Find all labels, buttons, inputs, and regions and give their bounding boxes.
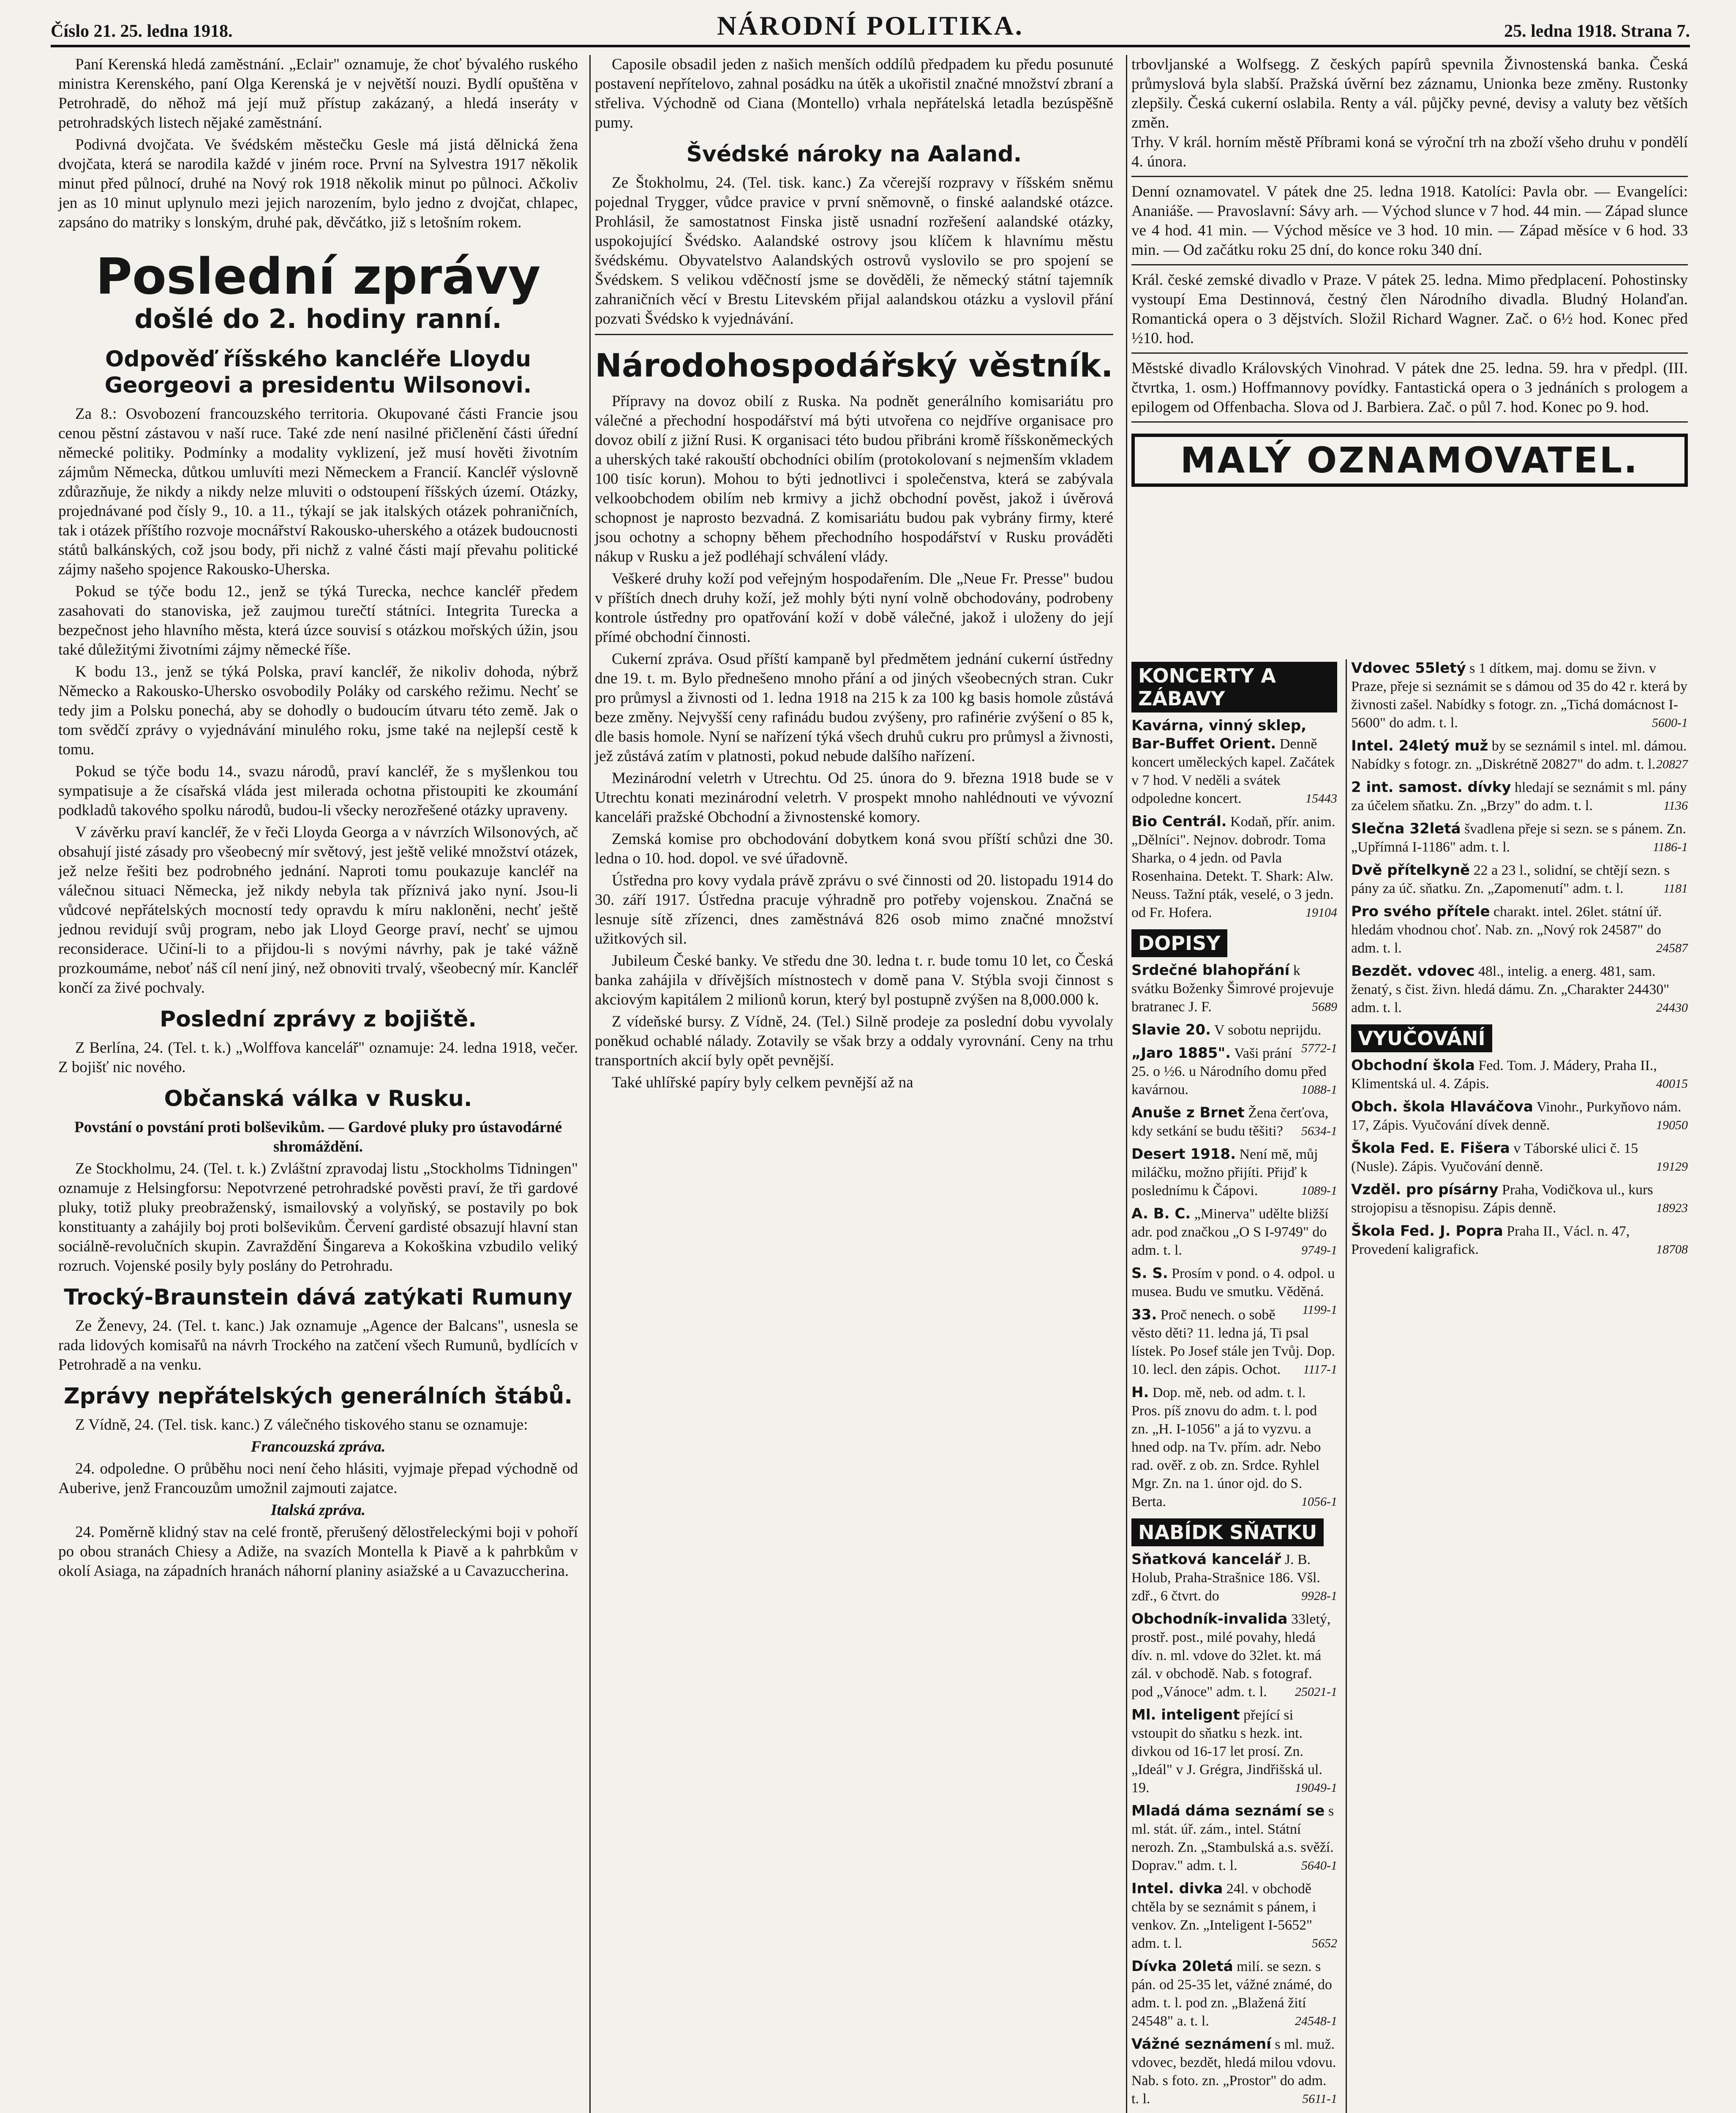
classified-ad: Intel. divka 24l. v obchodě chtěla by se seznámit s pánem, i venkov. Zn. „Inteligent I-5652" adm. t. l. 5652 (1131, 1880, 1337, 1951)
paragraph: Ze Stockholmu, 24. (Tel. t. k.) Zvláštní zpravodaj listu „Stockholms Tidningen" oznamuje z Helsingforsu: Nepotvrzené petrohradské pověsti praví, že tři gardové pluky, totiž pluky preobraženský, ismailovský a volyňský, se postavily po bok konstituanty a zahájily boj proti bolševikům. Červení gardisté obsazují hlavní stan sociálně-revolučních skupin. Zavraždění Šingareva a Kokoškina vzbudilo veliký rozruch. Vojenské posily byly poslány do Petrohradu. (58, 1160, 578, 1275)
paragraph: Z Berlína, 24. (Tel. t. k.) „Wolffova kancelář" oznamuje: 24. ledna 1918, večer. Z bojišť nic nového. (58, 1039, 578, 1076)
classified-ad: A. B. C. „Minerva" udělte bližší adr. pod značkou „O S I-9749" do adm. t. l. 9749-1 (1131, 1205, 1337, 1258)
ads-column-right (1346, 659, 1692, 2113)
classified-ad: Vdovec 55letý s 1 dítkem, maj. domu se živn. v Praze, přeje si seznámit se s dámou od 35 do 42 r. která by živnosti zašel. Nabídky s fotogr. zn. „Tichá domácnost I-5600" do adm. t. l. 5600-1 (1351, 660, 1688, 731)
classified-ad: Mladá dáma seznámí se s ml. stát. úř. zám., intel. Státní nerozh. Zn. „Stambulská a.s. svěží. Doprav." adm. t. l. 5640-1 (1131, 1802, 1337, 1873)
section-title-economy: Národohospodářský věstník. (595, 347, 1113, 384)
page-number: 25. ledna 1918. Strana 7. (1504, 22, 1690, 41)
column-3-top (1126, 55, 1692, 659)
classified-ad: Slavie 20. V sobotu neprijdu. 5772-1 (1131, 1021, 1337, 1055)
classified-ad: H. Dop. mě, neb. od adm. t. l. Pros. píš znovu do adm. t. l. pod zn. „H. I-1056" a já to vyzvu. a hned odp. na Tv. přím. adr. Nebo rad. ověř. z ob. zn. Srdce. Ryhlel Mgr. Zn. na 1. únor ojd. do S. Berta. 1056-1 (1131, 1384, 1337, 1510)
theatre-national (1131, 270, 1688, 354)
headline-aaland: Švédské nároky na Aaland. (686, 142, 1022, 167)
classified-ad: Bezdět. vdovec 48l., intelig. a energ. 481, sam. ženatý, s čist. živn. hledá dámu. Zn. „Charakter 24430" adm. t. l. 24430 (1351, 963, 1688, 1016)
section-title-latest-news: Poslední zprávy (95, 247, 541, 306)
paragraph: Městské divadlo Královských Vinohrad. V pátek dne 25. ledna. 59. hra v předpl. (III. čtvrtka, 1. osm.) Hoffmannovy povídky. Fantastická opera o 3 jednáních s prologem a epilogem od Offenbacha. Slova od J. Barbiera. Zač. o půl 7. hod. Konec po 9. hod. (1131, 360, 1688, 416)
classified-ad: Desert 1918. Není mě, můj miláčku, možno přijíti. Přijď k poslednímu k Čápovi. 1089-1 (1131, 1146, 1337, 1198)
classified-ad: Škola Fed. J. Popra Praha II., Václ. n. 47, Provedení kaligrafick. 18708 (1351, 1223, 1688, 1257)
article-twins: Podivná dvojčata. Ve švédském městečku Gesle má jistá dělnická žena dvojčata, která se narodila každé v jiném roce. První na Sylvestra 1917 několik minut před půlnocí, druhé na Nový rok 1918 několik minut po půlnoci. Ačkoliv jen as 10 minut uplynulo mezi jejich narozením, bylo jedno z dvojčat, chlapec, zapsáno do matriky s lonským, druhé pak, děvčátko, již s letošním rokem. (58, 136, 578, 231)
headline-trotsky: Trocký-Braunstein dává zatýkati Rumuny (64, 1285, 572, 1310)
headline-enemy-staff-reports: Zprávy nepřátelských generálních štábů. (63, 1384, 573, 1409)
classified-ad: Vážné seznámení s ml. muž. vdovec, bezdět, hledá milou vdovu. Nab. s foto. zn. „Prostor" do adm. t. l. 5611-1 (1131, 2036, 1337, 2107)
paragraph: Král. české zemské divadlo v Praze. V pátek 25. ledna. Mimo předplacení. Pohostinsky vystoupí Ema Destinnová, čestný člen Národního divadla. Bludný Holanďan. Romantická opera o 3 dějstvích. Složil Richard Wagner. Zač. o 6½ hod. Konec před ½10. hod. (1131, 271, 1688, 347)
paragraph: 24. Poměrně klidný stav na celé frontě, přerušený dělostřeleckými boji v pohoří po obou stranách Chiesy a Adiže, na svazích Montella k Piavě a k pahrbkům v okolí Asiaga, na západních hranách náhorní planiny asiažské a u Cavazuccherina. (58, 1523, 578, 1580)
paragraph: Denní oznamovatel. V pátek dne 25. ledna 1918. Katolíci: Pavla obr. — Evangelíci: Ananiáše. — Pravoslavní: Sávy arh. — Východ slunce v 7 hod. 44 min. — Západ slunce ve 4 hod. 41 min. — Východ měsíce ve 3 hod. 10 min. — Západ měsíce v 6 hod. 33 min. — Od začátku roku 25 dní, do konce roku 340 dní. (1131, 183, 1688, 259)
classified-ad: S. S. Prosím v pond. o 4. odpol. u musea. Budu ve smutku. Věděná. 1199-1 (1131, 1265, 1337, 1317)
paragraph: Také uhlířské papíry byly celkem pevnější až na (612, 1074, 913, 1091)
classified-ad: Srdečné blahopřání k svátku Boženky Šimrové projevuje bratranec J. F. 5689 (1131, 962, 1337, 1015)
column-1 (54, 55, 582, 2113)
ads-section-education: VYUČOVÁNÍ (1351, 1024, 1492, 1052)
daily-calendar (1131, 182, 1688, 265)
paragraph: V závěrku praví kancléř, že v řeči Lloyda Georga a v návrzích Wilsonových, ač obsahují jisté zásady pro všeobecný mír světový, jest ještě veliké množství otázek, jež nelze řešiti bez podrobného jednání. Naproti tomu poukazuje kancléř na válečnou situaci Německa, jež nikdy nebyla tak příznivá jako nyní. Jsou-li vůdcové nepřátelských mocností tedy opravdu k míru nakloněni, nechť ještě jednou revidují svůj program, nebo jak Lloyd George praví, nechť se ujmou reconsiderace. Učiní-li to a přijdou-li s novými návrhy, pak je také vážně prozkoumáme, neboť náš cíl není jiný, než obnoviti trvalý, všeobecný mír. Kancléř končí za živé pochvaly. (58, 824, 578, 996)
classified-ad: Dívka 20letá milí. se sezn. s pán. od 25-35 let, vážné známé, do adm. t. l. pod zn. „Blažená žití 24548" a. t. l. 24548-1 (1131, 1958, 1337, 2029)
paragraph: Za 8.: Osvobození francouzského territoria. Okupované části Francie jsou cenou pěstní zástavou v naší ruce. Také zde není nasilné přičlenění části úřední německé politiky. Podmínky a modality vyklizení, jež musí hověti životním zájmům Německa, důtkou umluvíti mezi Německem a Francií. Kancléř výslovně zdůrazňuje, že nikdy a nikdy nelze mluviti o odstoupení říšských území. Otázky, projednávané pod čísly 9., 10. a 11., týkají se jak italských otázek pohraničních, tak i otázek příštího rozvoje mocnářství Rakousko-uherského a otázek budoucnosti států balkánských, což jsou body, při nichž z valné části mají převahu politické zájmy našeho spojence Rakousko-Uherska. (58, 405, 578, 578)
classified-ad: Intel. 24letý muž by se seznámil s intel. ml. dámou. Nabídky s fotogr. zn. „Diskrétně 20827" do adm. t. l. 20827 (1351, 737, 1688, 772)
paragraph: Přípravy na dovoz obilí z Ruska. Na podnět generálního komisariátu pro válečné a přechodní hospodářství má býti utvořena co nejdříve organisace pro dovoz obilí z jižní Rusi. K organisaci této budou přibráni kromě říšskoněmeckých a uherských také rakouští obchodníci obilím (protokolovaní s nejmenším vkladem 100 tisíc korun). Mohou to býti jednotlivci i společenstva, která se zabývala velkoobchodem obilím neb krmivy a jichž obchodní pověst, jakož i úvěrová schopnost je naprosto bezvadná. Z komisariátu budou pak vybrány firmy, které jsou ochotny a schopny během přechodního hospodářství v Rusku prováděti nákup v Rusku a jež podléhají schválení vlády. (595, 393, 1113, 565)
classified-ad: Sňatková kancelář J. B. Holub, Praha-Strašnice 186. Všl. zdř., 6 čtvrt. do 9928-1 (1131, 1551, 1337, 1604)
page-header (51, 10, 1690, 47)
classified-ad: 33. Proč nenech. o sobě věsto děti? 11. ledna já, Ti psal lístek. Po Josef stále jen Tvůj. Dop. 10. lecl. den zápis. Ochot. 1117-1 (1131, 1306, 1337, 1377)
market-notes (1131, 55, 1688, 177)
classified-ad: Pro svého přítele charakt. intel. 26let. státní úř. hledám vhodnou choť. Nab. zn. „Nový rok 24587" do adm. t. l. 24587 (1351, 903, 1688, 956)
paragraph: Pokud se týče bodu 12., jenž se týká Turecka, nechce kancléř předem zasahovati do stanoviska, jež zaujmou turečtí státníci. Integrita Turecka a bezpečnost jeho hlavního města, která úzce souvisí s otázkou mořských úžin, jsou také důležitými životními zájmy německé říše. (58, 583, 578, 658)
classified-ad: Obchodník-invalida 33letý, prostř. post., milé povahy, hledá dív. n. ml. vdove do 32let. kt. má zál. v obchodě. Nab. s fotograf. pod „Vánoce" adm. t. l. 25021-1 (1131, 1611, 1337, 1700)
paragraph: Jubileum České banky. Ve středu dne 30. ledna t. r. bude tomu 10 let, co Česká banka zahájila v dřívějších místnostech v domě pana V. Stýbla svoji činnost s akciovým kapitálem 2 milionů korun, který byl postupně zvýšen na 8,000.000 k. (595, 952, 1113, 1008)
paragraph: K bodu 13., jenž se týká Polska, praví kancléř, že nikoliv dohoda, nýbrž Německo a Rakousko-Uhersko osvobodily Poláky od carského režimu. Nechť se tedy jim a Polsku ponechá, aby se dohodly o budoucím útvaru této země. Jak o tom svědčí zprávy o vyjednávání minulého roku, jsme také na nejlepší cestě k tomu. (58, 663, 578, 758)
classified-ad: 2 int. samost. dívky hledají se seznámit s ml. pány za účelem sňatku. Zn. „Brzy" do adm. t. l. 1136 (1351, 779, 1688, 814)
section-subtitle: došlé do 2. hodiny ranní. (134, 303, 502, 334)
classified-ad: Bio Centrál. Kodaň, přír. anim. „Dělníci". Nejnov. dobrodr. Toma Sharka, o 4 jedn. od Pavla Rosenhaina. Detekt. T. Shark: Alw. Neuss. Tažní pták, veselé, o 3 jedn. od Fr. Hofera. 19104 (1131, 813, 1337, 920)
classified-ad: Anuše z Brnet Žena čerťova, kdy setkání se budu těšiti? 5634-1 (1131, 1104, 1337, 1139)
ads-column-left (1126, 659, 1341, 2113)
headline-chancellor-reply: Odpověď říšského kancléře Lloydu Georgeovi a presidentu Wilsonovi. (104, 347, 532, 398)
headline-civil-war: Občanská válka v Rusku. (164, 1086, 472, 1111)
article-kerensky: Paní Kerenská hledá zaměstnání. „Eclair" oznamuje, že choť bývalého ruského ministra Kerenského, paní Olga Kerenská je v největší nouzi. Bydlí opuštěna v Petrohradě, do něhož má její muž přístup zakázaný, a hledá inseráty v petrohradských listech nějaké zaměstnání. (58, 56, 578, 131)
classified-ad: Dvě přítelkyně 22 a 23 l., solidní, se chtějí sezn. s pány za úč. sňatku. Zn. „Zapomenutí" adm. t. l. 1181 (1351, 862, 1688, 896)
ads-section-marriage: NABÍDK SŇATKU (1131, 1518, 1324, 1546)
paragraph: trbovljanské a Wolfsegg. Z českých papírů spevnila Živnostenská banka. Česká průmyslová byla slabší. Pražská úvěrní bez záznamu, Unionka beze změny. Rustonky zlepšily. Česká cukerní oslabila. Renty a vál. půjčky pevné, devisy a valuty bez větších změn. (1131, 56, 1688, 131)
paragraph: 24. odpoledne. O průběhu noci není čeho hlásiti, vyjmaje přepad východně od Auberive, jenž Francouzům umožnil zajmouti zajatce. (58, 1460, 578, 1497)
classified-ad: Ml. inteligent přející si vstoupit do sňatku s hezk. int. divkou od 16-17 let prosí. Zn. „Ideál" v J. Grégra, Jindřišská ul. 19. 19049-1 (1131, 1706, 1337, 1796)
ads-section-letters: DOPISY (1131, 929, 1227, 957)
ads-section-concerts: KONCERTY A ZÁBAVY (1131, 662, 1337, 713)
newspaper-title: NÁRODNÍ POLITIKA. (717, 11, 1024, 41)
classified-ad: Obchodní škola Fed. Tom. J. Mádery, Praha II., Klimentská ul. 4. Zápis. 40015 (1351, 1057, 1688, 1092)
paragraph: Caposile obsadil jeden z našich menších oddílů předpadem ku předu posunuté postavení nepřítelovo, zahnal posádku na útěk a ukořistil značné množství zbraní a střeliva. Východně od Ciana (Montello) vrhala nepřátelská letadla bezúspěšně pumy. (595, 56, 1113, 131)
classified-banner: MALÝ OZNAMOVATEL. (1131, 434, 1688, 487)
column-2 (589, 55, 1117, 2113)
paragraph: Zemská komise pro obchodování dobytkem koná svou příští schůzi dne 30. ledna o 10. hod. dopol. ve své úřadovně. (595, 830, 1113, 867)
paragraph: Ústředna pro kovy vydala právě zprávu o své činnosti od 20. listopadu 1914 do 30. září 1917. Ústředna pracuje výhradně pro potřeby vojenskou. Značná se lesnuje sítě zřízenci, dnes zaměstnává 826 osob mimo značné množství užitkových sil. (595, 872, 1113, 947)
paragraph: Ze Ženevy, 24. (Tel. t. kanc.) Jak oznamuje „Agence der Balcans", usnesla se rada lidových komisařů na návrh Trockého na zatčení všech Rumunů, bydlících v Petrohradě a na venku. (58, 1317, 578, 1373)
subheading-french: Francouzská zpráva. (251, 1438, 386, 1455)
classified-ad: „Jaro 1885". Vaši prání 25. o ½6. u Národního domu před kavárnou. 1088-1 (1131, 1045, 1337, 1097)
classified-ad: Škola Fed. E. Fišera v Táborské ulici č. 15 (Nusle). Zápis. Vyučování denně. 19129 (1351, 1140, 1688, 1174)
paragraph: Veškeré druhy koží pod veřejným hospodařením. Dle „Neue Fr. Presse" budou v příštích dnech druhy koží, jež mohly býti nyní volně obchodovány, podrobeny kontrole ústředny pro opatřování koží v době válečné, jakož i uloženy do její přímé obchodní činnosti. (595, 570, 1113, 646)
classified-ad: Kavárna, vinný sklep, Bar-Buffet Orient. Denně koncert uměleckých kapel. Začátek v 7 hod. V neděli a svátek odpoledne koncert. 15443 (1131, 717, 1337, 806)
paragraph: Trhy. V král. horním městě Příbrami koná se výroční trh na zboží všeho druhu v pondělí 4. února. (1131, 134, 1688, 170)
classified-ad: Slečna 32letá švadlena přeje si sezn. se s pánem. Zn. „Upřímná I-1186" adm. t. l. 1186-1 (1351, 820, 1688, 855)
subheadline: Povstání o povstání proti bolševikům. — Gardové pluky pro ústavodárné shromáždění. (74, 1119, 562, 1155)
subheading-italian: Italská zpráva. (270, 1501, 366, 1519)
paragraph: Cukerní zpráva. Osud příští kampaně byl předmětem jednání cukerní ústředny dne 19. t. m. Bylo přednešeno mnoho přání a od jiných všeobecných stran. Cukr pro průmysl a živnosti od 1. ledna 1918 na 215 k za 100 kg basis homole zůstává beze změny. Nejvyšší ceny rafinádu budou zvýšeny, pro rafinérie zvýšení o 85 k, dle basis homole. Nyní se nařízení týká všech druhů cukru pro průmysl a živnosti, jež zůstává zatím v platnosti, pokud nebude dalšího nařízení. (595, 650, 1113, 765)
paragraph: Z vídeňské bursy. Z Vídně, 24. (Tel.) Silně prodeje za poslední dobu vyvolaly poněkud ochablé nálady. Zotavily se však brzy a oddaly vyrovnání. Ceny na trhu transportních akcií byly opět pevnější. (595, 1013, 1113, 1069)
theatre-vinohrady (1131, 359, 1688, 423)
classified-ad: Obch. škola Hlaváčova Vinohr., Purkyňovo nám. 17, Zápis. Vyučování dívek denně. 19050 (1351, 1098, 1688, 1133)
headline-battlefield: Poslední zprávy z bojiště. (160, 1007, 477, 1032)
divider (595, 334, 1113, 335)
paragraph: Pokud se týče bodu 14., svazu národů, praví kancléř, že s myšlenkou tou sympatisuje a že císařská vláda jest milerada ochotna přistoupiti ke zkoumání podkladů takového spolku národů, budou-li všecky nerozřešené otázky upraveny. (58, 763, 578, 819)
classified-ad: Vzděl. pro písárny Praha, Vodičkova ul., kurs strojopisu a těsnopisu. Zápis denně. 18923 (1351, 1181, 1688, 1216)
issue-date: Číslo 21. 25. ledna 1918. (51, 22, 233, 41)
paragraph: Z Vídně, 24. (Tel. tisk. kanc.) Z válečného tiskového stanu se oznamuje: (75, 1416, 528, 1433)
paragraph: Mezinárodní veletrh v Utrechtu. Od 25. února do 9. března 1918 bude se v Utrechtu konati mezinárodní veletrh. V prospekt mnoho nahlédnouti ve vývozní kanceláři pražské Obchodní a živnostenské komory. (595, 770, 1113, 826)
paragraph: Ze Štokholmu, 24. (Tel. tisk. kanc.) Za včerejší rozpravy v říšském sněmu pojednal Trygger, vůdce pravice v první sněmovně, o finské aalandské otázce. Prohlásil, že samostatnost Finska jistě usnadní rozřešení aalandské otázky, uspokojující Švédsko. Aalandské ostrovy jsou klíčem k hlavnímu městu švédskému. Obyvatelstvo Aalandských ostrovů vyslovilo se pro spojení se Švédskem. S velikou vděčností jsme se dověděli, že německý státní tajemník zahraničních věcí v Brestu Litevském přijal aalandskou otázku a vyslovil přání pozvati Švédsko k vyjednávání. (595, 174, 1113, 328)
